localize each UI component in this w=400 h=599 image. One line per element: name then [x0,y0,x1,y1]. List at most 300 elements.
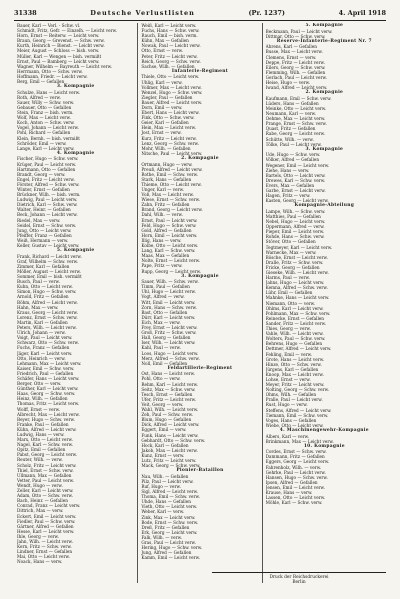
casualty-entry: Thies, Georg — verw. [265,326,311,332]
casualty-entry: Iser, Wilh. — Leicht verw. [141,340,196,346]
casualty-entry: Wagner, Wilhelm — Bayreuth — Leicht verw. [17,63,113,69]
casualty-entry: Thiele, Otto — Leicht verw. [141,74,200,80]
casualty-entry: Schwarz, Otto — Schw. verw. [17,340,79,346]
casualty-entry: Hering, Hugo — Schw. verw. [141,545,203,551]
section-heading: 10. Kompagnie [303,443,345,449]
casualty-entry: Geier, Karl — Gefallen [141,120,189,126]
casualty-entry: Stöver, Otto — Gefallen [265,239,316,245]
casualty-entry: Groß, Fritz — Schw. verw. [141,330,197,336]
casualty-entry: Weber, Karl — verw. [141,509,185,515]
footer-line-2: Berlin [292,579,306,585]
casualty-entry: Hagen, Fritz — verw. [265,193,311,199]
casualty-entry: Zahn, Fritz — Gefallen [141,202,190,208]
casualty-entry: Hock, Karl — Gefallen [141,442,189,448]
casualty-entry: Busse, Max — Leicht verw. [265,49,323,55]
casualty-entry: Wolff, Ernst — verw. [17,406,61,412]
casualty-entry: Arnold, Fritz — Gefallen [17,294,69,300]
casualty-entry: Reinecke, Ernst — Gefallen [265,315,324,321]
casualty-entry: Ohms, Wilh. — Gefallen [265,392,317,398]
casualty-entry: Zimmer, Karl — Gefallen [17,263,70,269]
casualty-entry: Jäger, Karl — Leicht verw. [17,350,73,356]
section-heading: Feldartillerie-Regiment [167,365,233,371]
casualty-entry: Busch, Paul — verw. [17,279,60,285]
casualty-entry: Vahle, Wilh. — Leicht verw. [265,331,324,337]
casualty-entry: Dettmer, Alfred — Leicht verw. [265,346,332,352]
casualty-entry: Eckert, Emil — Leicht verw. [17,513,77,519]
casualty-entry: Thiel, Ernst — Schw. verw. [17,467,74,473]
casualty-entry: Schäfer, Hans — Leicht verw. [17,375,80,381]
casualty-entry: Uhl, Hugo — Leicht verw. [141,289,196,295]
casualty-entry: Lühr, Emil — Gefallen [265,290,313,296]
casualty-entry: Martin, Karl — Gefallen [17,319,68,325]
casualty-entry: Nolting, Georg — Schw. verw. [265,387,330,393]
casualty-entry: Steffens, Alfred — Leicht verw. [265,407,332,413]
casualty-entry: Ziehe, Hans — verw. [265,167,310,173]
casualty-entry: Fricke, Georg — Gefallen [265,264,320,270]
casualty-entry: Hesse, Karl — Leicht verw. [17,528,75,534]
casualty-entry: Schütte, Wilh. — verw. [265,136,314,142]
casualty-entry: Harms, Paul — verw. [265,275,310,281]
section-heading: 3. Kompagnie [56,84,95,90]
casualty-entry: Nowak, Paul — Leicht verw. [141,43,201,49]
casualty-entry: Franke, Paul — Gefallen [17,421,69,427]
casualty-entry: Ziegler, Paul — Gefallen [141,94,193,100]
casualty-entry: Gebauer, Otto — Gefallen [17,105,72,110]
casualty-entry: Dick, Alfred — Leicht verw. [141,422,200,428]
casualty-entry: Reuter, Wilh. — verw. [17,457,63,463]
casualty-entry: Lenz, Georg — Schw. verw. [141,140,199,146]
casualty-entry: Ost, Hans — Leicht verw. [141,371,196,377]
casualty-entry: Weiß, Karl — Leicht verw. [141,23,197,28]
casualty-entry: Iwand, Alfred — Leicht verw. [265,85,328,91]
casualty-entry: Pfeiffer, Franz — Gefallen [17,232,72,238]
casualty-entry: Thomas, Fritz — Leicht verw. [17,401,80,407]
casualty-entry: Veit, Georg — verw. [141,401,184,407]
casualty-entry: Ufer, Fritz — Leicht verw. [141,396,196,402]
casualty-entry: Krause, Hans — verw. [265,490,313,496]
casualty-entry: Stark, Hans — Gefallen [141,176,192,182]
casualty-entry: Wolters, Paul — Schw. verw. [265,336,326,342]
casualty-entry: Gieseke, Wilh. — Leicht verw. [265,270,329,275]
casualty-entry: Kühn, Alfred — Leicht verw. [17,426,77,432]
casualty-entry: Kurz, Fritz — Leicht verw. [141,135,197,141]
casualty-entry: Quast, Fritz — Gefallen [265,126,316,132]
casualty-entry: Rehm, Karl — Leicht verw. [141,381,199,387]
casualty-entry: Rupp, Georg — Leicht verw. [141,268,201,274]
casualty-entry: Preuß, Alfred — Leicht verw. [141,166,203,172]
casualty-entry: Zink, Max — Leicht verw. [141,514,196,520]
casualty-entry: Oppermann, Alfred — verw. [265,224,325,230]
casualty-entry: Fuchs, Hans — Schw. verw. [141,28,200,34]
casualty-entry: Grote, Hans — Leicht verw. [265,356,325,362]
section-heading: Reserve-Infanterie-Regiment Nr. 7 [276,38,372,44]
casualty-entry: Kamm, Emil — Leicht verw. [141,555,201,561]
casualty-entry: Fehling, Emil — verw. [265,351,313,357]
casualty-entry: Gold, Alfred — Gefallen [141,227,192,233]
casualty-entry: Merz, Alfred — Schw. verw. [141,355,200,361]
casualty-entry: Ahrens, Karl — Gefallen [265,44,317,50]
casualty-entry: Dralle, Fritz — Schw. verw. [265,259,324,265]
casualty-entry: Völker, Alfred — Gefallen [265,157,320,163]
casualty-entry: Dietrich, Karl — Schw. verw. [17,202,78,208]
casualty-entry: Warnecke, Max — verw. [265,249,317,255]
casualty-entry: Eich, Max — verw. [141,319,181,325]
casualty-entry: Clemens, Ernst — verw. [265,54,317,60]
casualty-entry: Winter, Ernst — Gefallen [17,187,70,192]
column-middle [137,23,261,583]
casualty-entry: Behrens, Hugo — Gefallen [265,341,323,347]
casualty-entry: Unger, Karl — verw. [141,187,184,192]
casualty-entry: Mai, Otto — Leicht verw. [17,554,70,560]
casualty-entry: Matthies, Paul — Gefallen [265,213,321,219]
casualty-entry: Wendt, Hugo — verw. [17,482,63,488]
casualty-entry: Ipsen, Alfred — Gefallen [265,479,318,485]
casualty-entry: Lüders, Hans — Gefallen [265,100,319,106]
casualty-entry: Brückner, Wilh. — bish. verm. [17,192,81,198]
casualty-entry: Herrmann, Otto — Schw. verw. [17,68,83,74]
casualty-entry: Niemann, Otto — verw. [265,300,316,306]
casualty-entry: Eilers, Georg — Schw. verw. [265,64,326,70]
casualty-entry: Uhlig, Karl — verw. [141,79,183,85]
casualty-entry: Cordes, Ernst — Schw. verw. [265,449,327,455]
casualty-entry: Seidel, Ernst — Schw. verw. [17,222,77,228]
casualty-entry: Eggers, Georg — Leicht verw. [265,459,330,465]
casualty-entry: Hartmann, Otto — Gefallen [17,166,76,172]
casualty-entry: Bach, Heinr. — Gefallen [17,498,68,504]
casualty-entry: Mack, Georg — Schw. verw. [141,463,201,469]
text-columns [14,23,386,583]
casualty-entry: Conrad, Franz — Leicht verw. [17,503,81,509]
casualty-entry: Beckmann, Paul — Leicht verw. [265,28,333,34]
casualty-entry: Seitz, Max — Schw. verw. [141,386,196,392]
casualty-entry: Meinke, Otto — Leicht verw. [265,106,327,111]
casualty-entry: Heinz, Wilh. — Gefallen [17,396,68,402]
casualty-entry: Deppe, Fritz — Leicht verw. [265,59,325,65]
section-heading: Pionier-Bataillon [176,468,224,474]
casualty-entry: Mahnke, Hans — Leicht verw. [265,295,330,301]
casualty-entry: Hoffmann, Friedr. — Leicht verw. [17,73,88,79]
casualty-entry: Schulze, Hans — Leicht verw. [17,89,81,95]
casualty-entry: Vetter, Paul — Leicht verw. [17,477,75,483]
casualty-entry: Kühn, Max — Gefallen [141,38,189,44]
casualty-entry: Voges, Hans — Gefallen [265,417,317,423]
casualty-entry: Kolbe, Otto — Leicht verw. [141,243,199,249]
casualty-entry: Haas, Georg — Schw. verw. [17,391,76,397]
casualty-entry: Tiemann, Emil — Schw. verw. [265,412,329,418]
casualty-entry: Neumann, Karl — verw. [265,111,317,117]
casualty-entry: Schröder, Emil — verw. [17,140,67,146]
casualty-entry: Zeh, Paul — Schw. verw. [141,412,194,418]
casualty-entry: Krüger, Paul — Leicht verw. [17,161,77,167]
casualty-entry: Kasten, Georg — Leicht verw. [265,198,329,204]
casualty-entry: Illig, Hans — verw. [141,237,182,243]
casualty-entry: Bartels, Otto — Leicht verw. [265,172,326,178]
column-left [14,23,137,583]
casualty-entry: Brand, Georg — Leicht verw. [141,207,203,213]
casualty-entry: Peters, Wilh. — Leicht verw. [17,325,77,331]
casualty-entry: Opitz, Emil — Gefallen [17,447,66,453]
section-heading: 5. Kompagnie [305,23,344,28]
casualty-entry: Kunz, Ernst — verw. [141,452,185,458]
casualty-entry: Pohl, Otto — verw. [141,376,181,382]
casualty-entry: Gehrke, Paul — Leicht verw. [265,469,326,475]
casualty-entry: Klein, Bernh. — bish. vermißt [17,135,80,141]
casualty-entry: Walter, Heinr. — Gefallen [17,207,71,213]
casualty-entry: Vieth, Otto — Leicht verw. [141,504,198,510]
issue-date: 4. April 1918 [338,9,386,17]
casualty-entry: Bösche, Ernst — Leicht verw. [265,254,328,260]
casualty-entry: Hinze, Otto — Schw. verw. [265,361,322,367]
casualty-entry: Jahns, Hugo — Leicht verw. [265,280,325,286]
casualty-entry: Voß, Max — Leicht verw. [141,192,194,198]
casualty-entry: Fuchs, Franz — Gefallen [17,345,70,351]
casualty-entry: Albers, Karl — verw. [265,433,310,439]
casualty-entry: Rothe, Emil — Schw. verw. [141,171,199,177]
casualty-entry: Braun, Georg — Grevenst. — Schw. verw. [17,38,105,44]
casualty-entry: Wahl, Wilh. — Leicht verw. [141,407,199,413]
casualty-entry: Ruf, Hugo — verw. [141,483,181,489]
casualty-entry: Otto, Ernst — verw. [141,48,184,54]
casualty-entry: Dittrich, Max — verw. [17,508,64,514]
casualty-entry: Dorn, Emil — verw. [141,105,183,110]
casualty-entry: Böhm, Alfred — Leicht verw. [17,299,78,305]
casualty-entry: Jensen, Emil — Leicht verw. [265,484,325,490]
casualty-entry: Vogel, Johann — Leicht verw. [17,125,79,131]
casualty-entry: Roth, Alfred — verw. [17,94,61,100]
casualty-entry: Wolf, Max — Leicht verw. [17,115,71,121]
casualty-entry: Wegener, Emil — Leicht verw. [265,162,330,168]
casualty-entry: Pralle, Paul — Leicht verw. [265,397,323,403]
casualty-entry: Kern, Fritz — Schw. verw. [17,544,72,550]
casualty-entry: Funk, Hans — Leicht verw. [141,432,199,438]
casualty-entry: Bode, Ernst — Schw. verw. [141,519,199,525]
casualty-entry: Dürr, Karl — Leicht verw. [141,314,196,320]
casualty-entry: Adam, Otto — Schw. verw. [17,493,73,499]
casualty-entry: Uhde, Hans — Gefallen [141,499,191,505]
casualty-entry: Maas, Max — Gefallen [141,253,190,259]
casualty-entry: Stein, Franz — bish. verm. [17,110,74,116]
section-heading: Kompagnie-Abteilung [294,203,355,209]
casualty-entry: Rabe, Georg — Leicht verw. [265,131,326,137]
casualty-entry: Garbe, Ernst — Leicht verw. [265,188,326,193]
casualty-entry: Hall, Georg — Gefallen [141,335,191,341]
casualty-entry: Brandt, Georg — verw. [17,171,66,177]
casualty-entry: Tesch, Ernst — Gefallen [141,391,193,397]
casualty-entry: Wiebe, Otto — Leicht verw. [265,422,324,428]
section-heading: 3. Kompagnie [305,146,344,152]
casualty-entry: Kurth, Heinrich — Bienst. — Leicht verw. [17,43,105,49]
casualty-entry: Lehmann, Max — Leicht verw. [17,360,82,366]
section-heading: Infanterie-Regiment [171,68,229,74]
casualty-entry: Ludwig, Paul — Leicht verw. [17,197,78,203]
casualty-entry: Keller, Gustav — Leicht verw. [17,243,80,249]
section-heading: 4. Kompagnie [56,150,95,156]
casualty-entry: Pieper, Emil — Leicht verw. [265,229,325,235]
casualty-entry: Ernst, Paul — Leicht verw. [141,217,198,223]
casualty-entry: Ernst, Paul — Bamberg — Leicht verw. [17,58,100,64]
casualty-entry: Feld, Hugo — Schw. verw. [141,222,197,228]
casualty-entry: Meyer, Fritz — Leicht verw. [265,382,325,388]
casualty-entry: Ebert, Hans — Leicht verw. [141,110,200,116]
casualty-entry: Dammann, Fritz — Gefallen [265,454,325,460]
casualty-entry: Ohlms, Karl — Leicht verw. [265,305,324,311]
publication-title: Deutsche Verlustlisten [90,9,195,17]
section-heading: 2. Kompagnie [305,90,344,96]
casualty-entry: Lorenz, Ernst — Schw. verw. [17,314,78,320]
casualty-entry: Vollmer, Max — Leicht verw. [141,84,202,90]
casualty-entry: Pohl, Richard — Gefallen [17,130,71,136]
casualty-entry: Voigt, Paul — Leicht verw. [17,335,73,341]
section-heading: 2. Kompagnie [181,155,219,161]
casualty-entry: Hein, Max — Leicht verw. [141,125,197,131]
casualty-entry: Lang, Karl — Schw. verw. [141,248,196,254]
casualty-entry: Rohde, Hans — Schw. verw. [265,234,325,240]
header-rule [14,20,386,21]
casualty-entry: Fiedler, Paul — Schw. verw. [17,518,76,524]
casualty-entry: Lindner, Ernst — Gefallen [17,549,73,555]
edition-number: (Pr. 1237) [248,9,285,17]
casualty-entry: Otto, Heinrich — verw. [17,355,66,361]
casualty-entry: Berger, Otto — verw. [17,381,62,387]
casualty-entry: Sigl, Alfred — Leicht verw. [141,489,199,495]
casualty-entry: Jung, Otto — Leicht verw. [17,227,72,233]
casualty-entry: Knoop, Max — Leicht verw. [265,371,324,377]
casualty-entry: Horn, Emil — Leicht verw. [141,232,198,238]
casualty-entry: Kaufmann, Emil — Schw. verw. [265,95,332,101]
casualty-entry: Lohse, Ernst — verw. [265,376,311,382]
casualty-entry: Mohr, Wilh. — Gefallen [141,145,191,151]
casualty-entry: Friedrich, Paul — Gefallen [17,370,74,376]
casualty-entry: Nebel, Hugo — Leicht verw. [265,219,326,225]
casualty-entry: Blum, Hugo — Gefallen [141,417,192,423]
casualty-entry: Pabst, Georg — Leicht verw. [17,452,78,458]
casualty-entry: Kuhn, Otto — Leicht verw. [17,284,73,290]
casualty-entry: Gärtner, Alfred — Gefallen [17,523,74,529]
casualty-entry: Kaiser, Emil — Schw. verw. [17,365,75,371]
casualty-entry: Sander, Fritz — Leicht verw. [265,320,326,326]
casualty-entry: Zeller, Karl — Leicht verw. [17,488,74,494]
casualty-entry: Berg, Emil — Gefallen [17,79,65,85]
casualty-entry: Riedel, Max — verw. [17,217,61,223]
casualty-entry: Drewes, Karl — Schw. verw. [265,177,326,183]
casualty-entry: Lutz, Fritz — Leicht verw. [141,457,197,463]
casualty-entry: Evers, Max — Gefallen [265,182,315,188]
casualty-entry: Sauer, Willy — Schw. verw. [17,99,75,105]
casualty-entry: Ortmann, Hugo — verw. [141,161,193,167]
casualty-entry: Witt, Emil — Leicht verw. [141,299,196,305]
casualty-entry: Jürgens, Karl — Gefallen [265,366,319,372]
casualty-entry: Lampe, Wilh. — Schw. verw. [265,208,326,214]
casualty-entry: Sachse, Wilh. — Gefallen [141,63,195,69]
casualty-entry: Tölke, Paul — Leicht verw. [265,141,322,147]
casualty-entry: Ulrich, Johann — verw. [17,330,66,336]
casualty-entry: Vogt, Alfred — verw. [141,294,185,300]
casualty-entry: Wiese, Ernst — Schw. verw. [141,197,201,203]
casualty-entry: Weiß, Hermann — verw. [17,237,69,243]
casualty-entry: Jost, Ernst — verw. [141,130,182,136]
casualty-entry: Wenzel, Hugo — Schw. verw. [141,89,203,95]
casualty-entry: Jakob, Max — Leicht verw. [141,447,198,453]
casualty-entry: Schmidt, Fritz, Gefr. — Einzelh. — Leicht verw. [17,28,118,34]
casualty-entry: Rust, Hugo — verw. [265,402,308,408]
casualty-entry: Thoma, Emil — Schw. verw. [141,494,200,500]
casualty-entry: Günther, Karl — Leicht verw. [17,386,79,392]
casualty-entry: Peter, Fritz — Leicht verw. [141,53,198,59]
casualty-entry: Jung, Alfred — Gefallen [141,550,192,556]
casualty-entry: Brinkmann, Max — Leicht verw. [265,438,334,444]
casualty-entry: Nolte, Ernst — Leicht verw. [141,258,201,264]
casualty-entry: Flemming, Wilh. — Gefallen [265,69,326,75]
casualty-entry: Scholz, Fritz — Leicht verw. [17,462,77,468]
casualty-entry: Pohlmann, Max — Schw. verw. [265,310,331,316]
casualty-entry: Gras, Paul — Leicht verw. [141,539,196,545]
casualty-entry: Dittmar, Otto — Schw. verw. [265,33,326,39]
section-heading: 3. Kompagnie [181,273,219,279]
casualty-entry: Engel, Fritz — Leicht verw. [17,176,75,182]
casualty-entry: Heise, Hugo — verw. [265,80,311,86]
casualty-entry: Pilz, Paul — Leicht verw. [141,478,194,484]
casualty-entry: Oehme, Max — Leicht verw. [265,116,326,122]
casualty-entry: Gerlach, Paul — Leicht verw. [265,74,327,80]
casualty-entry: Müller, Karl — Wengen — bish. vermißt [17,53,102,59]
casualty-entry: Hansen, Hugo — Schw. verw. [265,474,328,480]
casualty-entry: Beck, Johann — Leicht verw. [17,212,78,218]
casualty-entry: Nau, Wilh. — Gefallen [141,473,189,479]
casualty-entry: Falk, Wilh. — verw. [141,534,183,540]
casualty-entry: Dreß, Fritz — Gefallen [141,524,190,530]
casualty-entry: Frey, Ernst — Leicht verw. [141,325,198,331]
casualty-entry: Lange, Karl — Leicht verw. [17,145,75,151]
casualty-entry: Fahrenholz, Wilh. — verw. [265,464,322,470]
casualty-entry: Zorn, Hans — Schw. verw. [141,304,197,310]
casualty-entry: Prange, Ernst — Schw. verw. [265,121,327,127]
casualty-entry: Albrecht, Max — Leicht verw. [17,411,80,417]
casualty-entry: Eggert, Emil — verw. [141,427,187,433]
casualty-entry: Noack, Hans — verw. [17,559,63,565]
casualty-entry: Loos, Hugo — Leicht verw. [141,350,199,356]
casualty-entry: Lassen, Otto — Leicht verw. [265,495,326,501]
casualty-entry: Kemna, Alfred — Schw. verw. [265,285,328,291]
casualty-entry: Noll, Emil — Gefallen [141,360,188,366]
casualty-entry: Kraus, Georg — Leicht verw. [17,309,78,315]
casualty-entry: Reich, Georg — Schw. verw. [141,58,201,64]
casualty-entry: Sommer, Emil — bish. vermißt [17,274,82,280]
casualty-entry: Meier, August — Schloss — bish. verw. [17,48,100,54]
page-footer [212,572,386,585]
casualty-entry: Pape, Fritz — verw. [141,263,183,269]
casualty-entry: Beyer, Hugo — Schw. verw. [17,416,75,422]
casualty-entry: Möhle, Karl — Schw. verw. [265,500,323,506]
casualty-entry: Förster, Alfred — Schw. verw. [17,181,80,187]
casualty-entry: Nitsche, Paul — Leicht verw. [141,150,203,156]
casualty-entry: Bauer, Alfred — Leicht verw. [141,99,203,105]
casualty-entry: Hahn, Max — verw. [17,304,59,310]
casualty-entry: Tegtmeyer, Karl — Leicht verw. [265,244,333,250]
casualty-entry: Graf, Wilhelm — Schw. verw. [17,258,79,264]
casualty-entry: Bauer, Karl — Verl. - Schw. vl. [17,23,81,28]
casualty-entry: Simon, Hugo — Schw. verw. [17,289,77,295]
casualty-entry: Sauer, Wilh. — Schw. verw. [141,279,199,285]
casualty-entry: Erk, Georg — Leicht verw. [141,529,198,535]
casualty-entry: Nagel, Karl — Schw. verw. [17,442,74,448]
casualty-entry: Timm, Paul — Gefallen [141,284,190,290]
casualty-entry: Kahl, Paul — verw. [141,345,181,351]
casualty-entry: Jahn, Wilh. — Leicht verw. [17,538,73,544]
casualty-entry: Rauch, Emil — bish. verm. [141,33,198,39]
casualty-entry: Fink, Otto — Schw. verw. [141,115,195,121]
casualty-entry: Marx, Otto — Leicht verw. [17,437,73,443]
casualty-entry: Ullmann, Max — Gefallen [17,472,72,478]
